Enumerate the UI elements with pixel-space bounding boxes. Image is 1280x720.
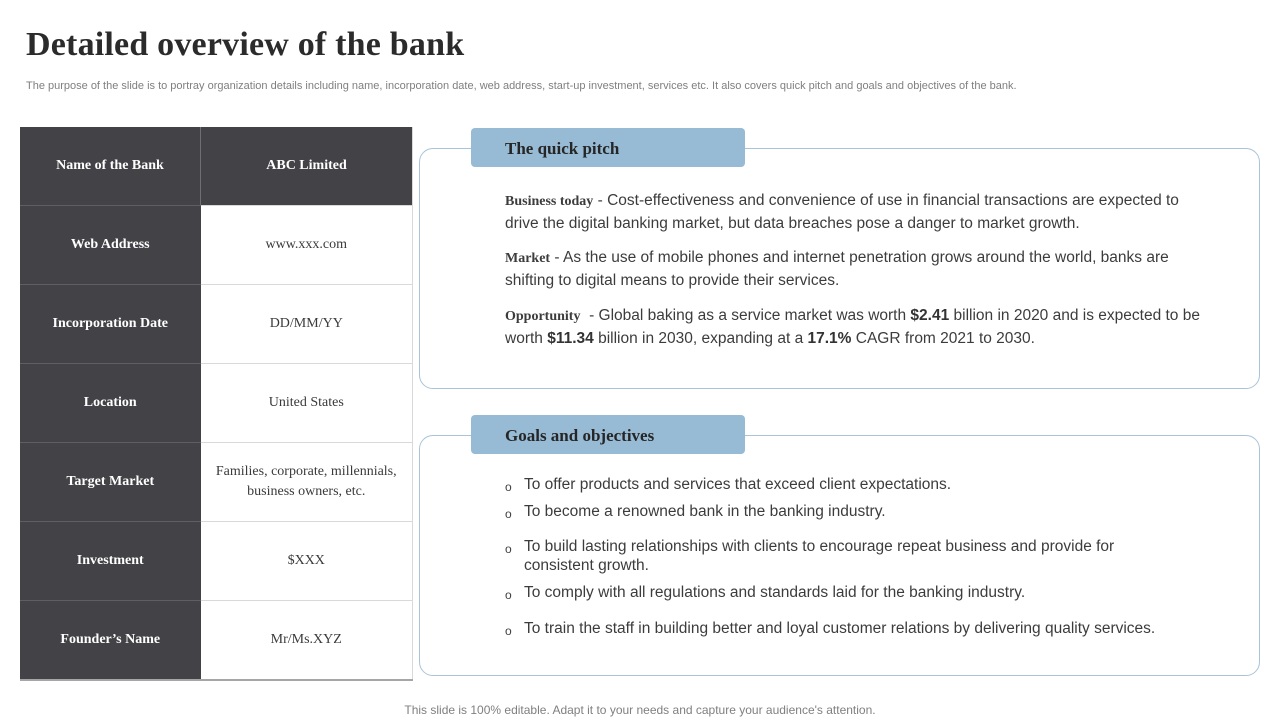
slide-title: Detailed overview of the bank xyxy=(26,26,465,63)
table-label-cell: Target Market xyxy=(20,443,201,522)
circle-bullet-icon: o xyxy=(505,588,512,602)
market-lead: Market xyxy=(505,251,551,266)
table-row xyxy=(20,285,413,364)
table-label-cell: Web Address xyxy=(20,206,201,285)
table-row xyxy=(20,601,413,681)
circle-bullet-icon: o xyxy=(505,624,512,638)
list-item xyxy=(505,502,1175,521)
table-label-cell: Name of the Bank xyxy=(20,127,201,206)
business-today-lead: Business today xyxy=(505,194,594,209)
goal-text: To train the staff in building better and loyal customer relations by delivering quality services. xyxy=(524,620,1156,637)
market-text: - As the use of mobile phones and internet penetration grows around the world, banks are shifting to digital means to provide their services. xyxy=(505,249,1169,289)
business-today-paragraph xyxy=(505,190,1200,235)
goal-text: To become a renowned bank in the banking industry. xyxy=(524,503,886,520)
goal-text: To offer products and services that exceed client expectations. xyxy=(524,476,952,493)
circle-bullet-icon: o xyxy=(505,507,512,521)
market-paragraph xyxy=(505,247,1200,292)
table-label-cell: Location xyxy=(20,364,201,443)
opportunity-text: CAGR from 2021 to 2030. xyxy=(851,330,1035,347)
table-label-cell: Incorporation Date xyxy=(20,285,201,364)
list-item xyxy=(505,619,1175,638)
circle-bullet-icon: o xyxy=(505,480,512,494)
table-label-cell: Investment xyxy=(20,522,201,601)
table-value-cell: Mr/Ms.XYZ xyxy=(201,601,413,681)
quick-pitch-heading: The quick pitch xyxy=(471,128,745,167)
table-value-cell: www.xxx.com xyxy=(201,206,413,285)
table-value-cell: United States xyxy=(201,364,413,443)
value-2030: $11.34 xyxy=(547,330,594,347)
slide-footer: This slide is 100% editable. Adapt it to your needs and capture your audience's attention. xyxy=(404,703,876,717)
opportunity-text: billion in 2030, expanding at a xyxy=(593,330,808,347)
cagr-value: 17.1% xyxy=(807,330,852,347)
table-row xyxy=(20,127,413,206)
slide-subtitle: The purpose of the slide is to portray organization details including name, incorporation date, web address, start-up investment, services etc. It also covers quick pitch and goals and objectives of the bank. xyxy=(26,80,1017,92)
opportunity-lead: Opportunity xyxy=(505,309,581,324)
table-row xyxy=(20,206,413,285)
goal-text: To comply with all regulations and standards laid for the banking industry. xyxy=(524,584,1026,601)
table-value-cell: DD/MM/YY xyxy=(201,285,413,364)
list-item xyxy=(505,583,1175,602)
table-value-cell: Families, corporate, millennials, business owners, etc. xyxy=(201,443,413,522)
circle-bullet-icon: o xyxy=(505,542,512,556)
opportunity-paragraph xyxy=(505,305,1205,350)
table-value-cell: $XXX xyxy=(201,522,413,601)
list-item xyxy=(505,537,1175,575)
opportunity-text: - Global baking as a service market was worth xyxy=(580,307,911,324)
goal-text: To build lasting relationships with clients to encourage repeat business and provide for consistent growth. xyxy=(524,538,1115,574)
list-item xyxy=(505,475,1175,494)
table-row xyxy=(20,364,413,443)
opportunity-text: billion in 2020 and is expected to be worth xyxy=(505,307,1205,347)
table-label-cell: Founder’s Name xyxy=(20,601,201,681)
goals-heading: Goals and objectives xyxy=(471,415,745,454)
table-row xyxy=(20,443,413,522)
value-2020: $2.41 xyxy=(910,307,950,324)
table-value-cell: ABC Limited xyxy=(201,127,413,206)
business-today-text: - Cost-effectiveness and convenience of use in financial transactions are expected to drive the digital banking market, but data breaches pose a danger to market growth. xyxy=(505,192,1179,232)
bank-details-table xyxy=(20,127,413,681)
table-row xyxy=(20,522,413,601)
